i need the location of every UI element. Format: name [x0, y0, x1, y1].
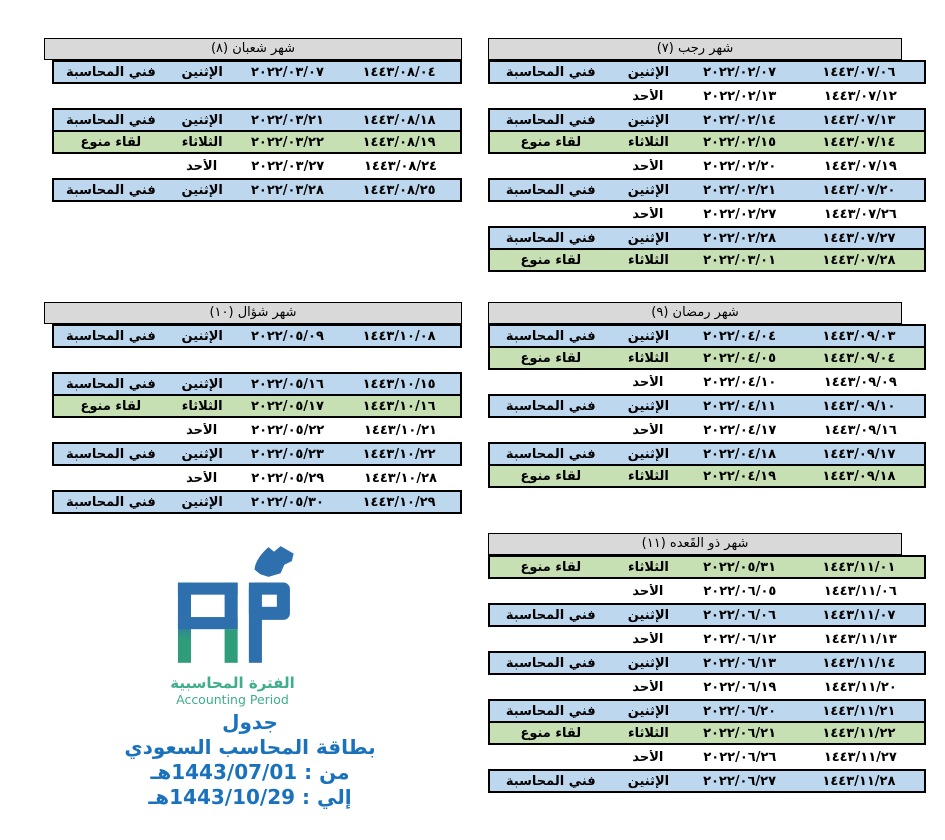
schedule-row: [488, 226, 926, 250]
gregorian-date-cell: ٢٠٢٢/٠٢/٠٧: [703, 64, 777, 80]
hijri-date-cell: ١٤٤٣/٠٧/٢٨: [822, 252, 896, 268]
logo-arabic-text: الفترة المحاسبية: [170, 674, 295, 692]
gregorian-date-cell: ٢٠٢٢/٠٥/١٦: [250, 376, 324, 392]
schedule-row: [52, 108, 462, 132]
schedule-row: [488, 769, 926, 793]
gregorian-date-cell: ٢٠٢٢/٠٦/٢٠: [703, 703, 777, 719]
hijri-date-cell: ١٤٤٣/١١/١٣: [823, 631, 897, 647]
hijri-date-cell: ١٤٤٣/١١/٠٦: [823, 583, 897, 599]
month-table-rajab: [488, 38, 926, 272]
weekday-cell: الأحد: [186, 470, 218, 486]
month-rows: [44, 60, 462, 202]
hijri-date-cell: ١٤٤٣/٠٧/٢٧: [822, 230, 896, 246]
weekday-cell: الإثنين: [627, 703, 670, 719]
schedule-row: [488, 324, 926, 348]
weekday-cell: الأحد: [186, 158, 218, 174]
weekday-cell: الإثنين: [181, 328, 223, 344]
weekday-cell: الثلاثاء: [627, 252, 669, 268]
weekday-cell: الأحد: [632, 631, 664, 647]
event-cell: فني المحاسبة: [505, 64, 596, 80]
schedule-row: [488, 651, 926, 675]
weekday-cell: الأحد: [632, 374, 664, 390]
weekday-cell: الإثنين: [181, 446, 223, 462]
event-cell: لقاء منوع: [80, 398, 142, 414]
event-cell: فني المحاسبة: [65, 64, 156, 80]
gregorian-date-cell: ٢٠٢٢/٠٤/١٠: [703, 374, 777, 390]
weekday-cell: الإثنين: [627, 446, 670, 462]
schedule-row: [52, 60, 462, 84]
to-label: إلي :: [295, 785, 352, 809]
weekday-cell: الإثنين: [627, 607, 670, 623]
weekday-cell: الثلاثاء: [627, 350, 669, 366]
weekday-cell: الإثنين: [181, 376, 223, 392]
weekday-cell: الإثنين: [181, 64, 223, 80]
schedule-row: [488, 370, 926, 394]
event-cell: فني المحاسبة: [505, 446, 596, 462]
gregorian-date-cell: ٢٠٢٢/٠٢/١٤: [703, 112, 777, 128]
hijri-date-cell: ١٤٤٣/١٠/١٥: [362, 376, 436, 392]
schedule-row: [488, 699, 926, 723]
hijri-date-cell: ١٤٤٣/١٠/٠٨: [362, 328, 436, 344]
hijri-date-cell: ١٤٤٣/٠٨/٢٤: [364, 158, 437, 174]
schedule-row: [488, 130, 926, 154]
weekday-cell: الإثنين: [627, 64, 670, 80]
schedule-row: [488, 721, 926, 745]
weekday-cell: الأحد: [632, 88, 664, 104]
schedule-row: [488, 418, 926, 442]
schedule-row: [488, 178, 926, 202]
gregorian-date-cell: ٢٠٢٢/٠٦/٢٧: [703, 773, 777, 789]
event-cell: فني المحاسبة: [65, 494, 156, 510]
weekday-cell: الثلاثاء: [627, 725, 669, 741]
weekday-cell: الإثنين: [627, 112, 670, 128]
gregorian-date-cell: ٢٠٢٢/٠٦/١٣: [703, 655, 777, 671]
gregorian-date-cell: ٢٠٢٢/٠٥/٣٠: [250, 494, 324, 510]
event-cell: فني المحاسبة: [505, 182, 596, 198]
hijri-date-cell: ١٤٤٣/٠٩/٠٩: [823, 374, 897, 390]
event-cell: فني المحاسبة: [65, 376, 156, 392]
event-cell: فني المحاسبة: [505, 230, 596, 246]
gregorian-date-cell: ٢٠٢٢/٠٢/٢٧: [703, 206, 777, 222]
weekday-cell: الأحد: [632, 422, 664, 438]
hijri-date-cell: ١٤٤٣/١١/١٤: [822, 655, 896, 671]
schedule-row: [52, 418, 462, 442]
gregorian-date-cell: ٢٠٢٢/٠٤/٠٥: [703, 350, 777, 366]
gregorian-date-cell: ٢٠٢٢/٠٥/٢٣: [250, 446, 324, 462]
event-cell: لقاء منوع: [80, 134, 142, 150]
from-label: من :: [297, 760, 350, 784]
weekday-cell: الإثنين: [627, 230, 670, 246]
gregorian-date-cell: ٢٠٢٢/٠٣/٢٧: [251, 158, 325, 174]
gregorian-date-cell: ٢٠٢٢/٠٣/٠٧: [250, 64, 324, 80]
weekday-cell: الأحد: [632, 749, 664, 765]
gregorian-date-cell: ٢٠٢٢/٠٢/١٥: [703, 134, 777, 150]
schedule-row: [52, 154, 462, 178]
hijri-date-cell: ١٤٤٣/١٠/٢٨: [364, 470, 437, 486]
weekday-cell: الإثنين: [627, 182, 670, 198]
event-cell: فني المحاسبة: [505, 328, 596, 344]
schedule-row: [52, 178, 462, 202]
event-cell: فني المحاسبة: [505, 112, 596, 128]
month-title: شهر شعبان (٨): [44, 38, 462, 60]
hijri-date-cell: ١٤٤٣/١١/٢٧: [823, 749, 897, 765]
event-cell: فني المحاسبة: [505, 398, 596, 414]
to-date: 1443/10/29هـ: [148, 785, 296, 809]
event-cell: فني المحاسبة: [65, 112, 156, 128]
schedule-row: [488, 603, 926, 627]
hijri-date-cell: ١٤٤٣/٠٩/١٦: [823, 422, 897, 438]
gregorian-date-cell: ٢٠٢٢/٠٤/١٨: [703, 446, 777, 462]
schedule-row: [488, 108, 926, 132]
weekday-cell: الإثنين: [627, 655, 670, 671]
hijri-date-cell: ١٤٤٣/٠٩/١٨: [822, 468, 896, 484]
gregorian-date-cell: ٢٠٢٢/٠٥/٠٩: [250, 328, 324, 344]
weekday-cell: الأحد: [632, 206, 664, 222]
schedule-row: [488, 675, 926, 699]
weekday-cell: الإثنين: [181, 494, 223, 510]
schedule-row: [488, 627, 926, 651]
schedule-title-block: [95, 710, 405, 810]
weekday-cell: الثلاثاء: [627, 559, 669, 575]
schedule-row: [488, 464, 926, 488]
schedule-row: [488, 84, 926, 108]
gregorian-date-cell: ٢٠٢٢/٠٢/٢٠: [703, 158, 777, 174]
month-title: شهر شؤال (١٠): [44, 302, 462, 324]
gregorian-date-cell: ٢٠٢٢/٠٦/١٢: [703, 631, 777, 647]
weekday-cell: الإثنين: [627, 398, 670, 414]
schedule-from-line: [95, 760, 405, 785]
hijri-date-cell: ١٤٤٣/١١/٢٢: [822, 725, 896, 741]
gregorian-date-cell: ٢٠٢٢/٠٤/١١: [703, 398, 777, 414]
weekday-cell: الإثنين: [627, 328, 670, 344]
weekday-cell: الثلاثاء: [181, 134, 223, 150]
month-table-shawwal: [44, 302, 462, 514]
gregorian-date-cell: ٢٠٢٢/٠٣/٢١: [250, 112, 324, 128]
schedule-row: [488, 394, 926, 418]
event-cell: فني المحاسبة: [505, 607, 596, 623]
hijri-date-cell: ١٤٤٣/٠٩/٠٤: [822, 350, 896, 366]
schedule-row: [488, 60, 926, 84]
month-title: شهر رمضان (٩): [488, 302, 902, 324]
event-cell: لقاء منوع: [520, 350, 582, 366]
hijri-date-cell: ١٤٤٣/١١/٢٨: [822, 773, 896, 789]
logo-english-text: Accounting Period: [176, 692, 289, 707]
event-cell: لقاء منوع: [520, 468, 582, 484]
ap-logo-graphic: [163, 540, 303, 668]
hijri-date-cell: ١٤٤٣/١٠/٢١: [364, 422, 437, 438]
hijri-date-cell: ١٤٤٣/١١/٠٧: [822, 607, 896, 623]
weekday-cell: الأحد: [632, 158, 664, 174]
schedule-row: [488, 346, 926, 370]
ap-letters: [177, 583, 289, 663]
month-rows: [44, 324, 462, 514]
schedule-row: [52, 372, 462, 396]
schedule-row: [52, 490, 462, 514]
gregorian-date-cell: ٢٠٢٢/٠٦/٢٦: [703, 749, 777, 765]
weekday-cell: الأحد: [186, 422, 218, 438]
schedule-row: [52, 324, 462, 348]
gregorian-date-cell: ٢٠٢٢/٠٣/٢٨: [250, 182, 324, 198]
hijri-date-cell: ١٤٤٣/٠٩/٠٣: [822, 328, 896, 344]
event-cell: فني المحاسبة: [65, 446, 156, 462]
hijri-date-cell: ١٤٤٣/٠٧/٢٦: [823, 206, 897, 222]
gregorian-date-cell: ٢٠٢٢/٠٦/١٩: [703, 679, 777, 695]
hijri-date-cell: ١٤٤٣/٠٨/١٩: [362, 134, 436, 150]
hijri-date-cell: ١٤٤٣/٠٧/٢٠: [822, 182, 896, 198]
spacer-row: [52, 348, 462, 372]
schedule-row: [488, 579, 926, 603]
weekday-cell: الإثنين: [627, 773, 670, 789]
month-title: شهر رجب (٧): [488, 38, 902, 60]
gregorian-date-cell: ٢٠٢٢/٠٤/٠٤: [703, 328, 777, 344]
gregorian-date-cell: ٢٠٢٢/٠٣/٢٢: [250, 134, 324, 150]
month-title: شهر ذو القَعده (١١): [488, 533, 902, 555]
schedule-row: [52, 394, 462, 418]
hijri-date-cell: ١٤٤٣/٠٧/١٣: [822, 112, 896, 128]
hijri-date-cell: ١٤٤٣/٠٧/١٢: [823, 88, 897, 104]
event-cell: فني المحاسبة: [505, 655, 596, 671]
gregorian-date-cell: ٢٠٢٢/٠٥/٢٢: [251, 422, 325, 438]
hijri-date-cell: ١٤٤٣/١٠/١٦: [362, 398, 436, 414]
spacer-row: [52, 84, 462, 108]
hijri-date-cell: ١٤٤٣/١١/٠١: [822, 559, 896, 575]
month-rows: [488, 60, 926, 272]
schedule-row: [488, 442, 926, 466]
schedule-title-word: جدول: [222, 710, 278, 734]
gregorian-date-cell: ٢٠٢٢/٠٥/٢٩: [251, 470, 325, 486]
hijri-date-cell: ١٤٤٣/٠٨/٠٤: [362, 64, 436, 80]
schedule-row: [488, 154, 926, 178]
gregorian-date-cell: ٢٠٢٢/٠٥/١٧: [250, 398, 324, 414]
gregorian-date-cell: ٢٠٢٢/٠٥/٣١: [703, 559, 777, 575]
weekday-cell: الثلاثاء: [181, 398, 223, 414]
hijri-date-cell: ١٤٤٣/٠٨/٢٥: [362, 182, 436, 198]
gregorian-date-cell: ٢٠٢٢/٠٣/٠١: [703, 252, 777, 268]
event-cell: لقاء منوع: [520, 559, 582, 575]
hijri-date-cell: ١٤٤٣/١١/٢١: [822, 703, 896, 719]
hijri-date-cell: ١٤٤٣/١٠/٢٩: [362, 494, 436, 510]
month-table-ramadan: [488, 302, 926, 488]
event-cell: لقاء منوع: [520, 725, 582, 741]
schedule-row: [52, 130, 462, 154]
weekday-cell: الأحد: [632, 679, 664, 695]
month-rows: [488, 555, 926, 793]
event-cell: فني المحاسبة: [505, 773, 596, 789]
accounting-period-logo-block: [150, 540, 315, 707]
gregorian-date-cell: ٢٠٢٢/٠٦/٠٥: [703, 583, 777, 599]
schedule-row: [488, 248, 926, 272]
hijri-date-cell: ١٤٤٣/٠٩/١٧: [822, 446, 896, 462]
month-table-shaban: [44, 38, 462, 202]
schedule-row: [488, 555, 926, 579]
event-cell: فني المحاسبة: [65, 182, 156, 198]
schedule-row: [52, 466, 462, 490]
event-cell: فني المحاسبة: [65, 328, 156, 344]
gregorian-date-cell: ٢٠٢٢/٠٢/٢٨: [703, 230, 777, 246]
hijri-date-cell: ١٤٤٣/١٠/٢٢: [362, 446, 436, 462]
weekday-cell: الثلاثاء: [627, 468, 669, 484]
from-date: 1443/07/01هـ: [150, 760, 298, 784]
gregorian-date-cell: ٢٠٢٢/٠٤/١٧: [703, 422, 777, 438]
hijri-date-cell: ١٤٤٣/٠٨/١٨: [362, 112, 436, 128]
hijri-date-cell: ١٤٤٣/٠٩/١٠: [822, 398, 896, 414]
event-cell: لقاء منوع: [520, 134, 582, 150]
saudi-map-icon: [254, 546, 293, 577]
hijri-date-cell: ١٤٤٣/١١/٢٠: [823, 679, 897, 695]
gregorian-date-cell: ٢٠٢٢/٠٢/٢١: [703, 182, 777, 198]
schedule-row: [52, 442, 462, 466]
event-cell: لقاء منوع: [520, 252, 582, 268]
hijri-date-cell: ١٤٤٣/٠٧/١٩: [823, 158, 897, 174]
gregorian-date-cell: ٢٠٢٢/٠٢/١٣: [703, 88, 777, 104]
weekday-cell: الأحد: [632, 583, 664, 599]
event-cell: فني المحاسبة: [505, 703, 596, 719]
schedule-to-line: [95, 785, 405, 810]
month-rows: [488, 324, 926, 488]
weekday-cell: الإثنين: [181, 182, 223, 198]
weekday-cell: الثلاثاء: [627, 134, 669, 150]
schedule-row: [488, 745, 926, 769]
schedule-row: [488, 202, 926, 226]
schedule-title-name: بطاقة المحاسب السعودي: [124, 735, 376, 759]
hijri-date-cell: ١٤٤٣/٠٧/١٤: [822, 134, 896, 150]
hijri-date-cell: ١٤٤٣/٠٧/٠٦: [822, 64, 896, 80]
gregorian-date-cell: ٢٠٢٢/٠٦/٠٦: [703, 607, 777, 623]
gregorian-date-cell: ٢٠٢٢/٠٦/٢١: [703, 725, 777, 741]
weekday-cell: الإثنين: [181, 112, 223, 128]
gregorian-date-cell: ٢٠٢٢/٠٤/١٩: [703, 468, 777, 484]
month-table-dhulqada: [488, 533, 926, 793]
